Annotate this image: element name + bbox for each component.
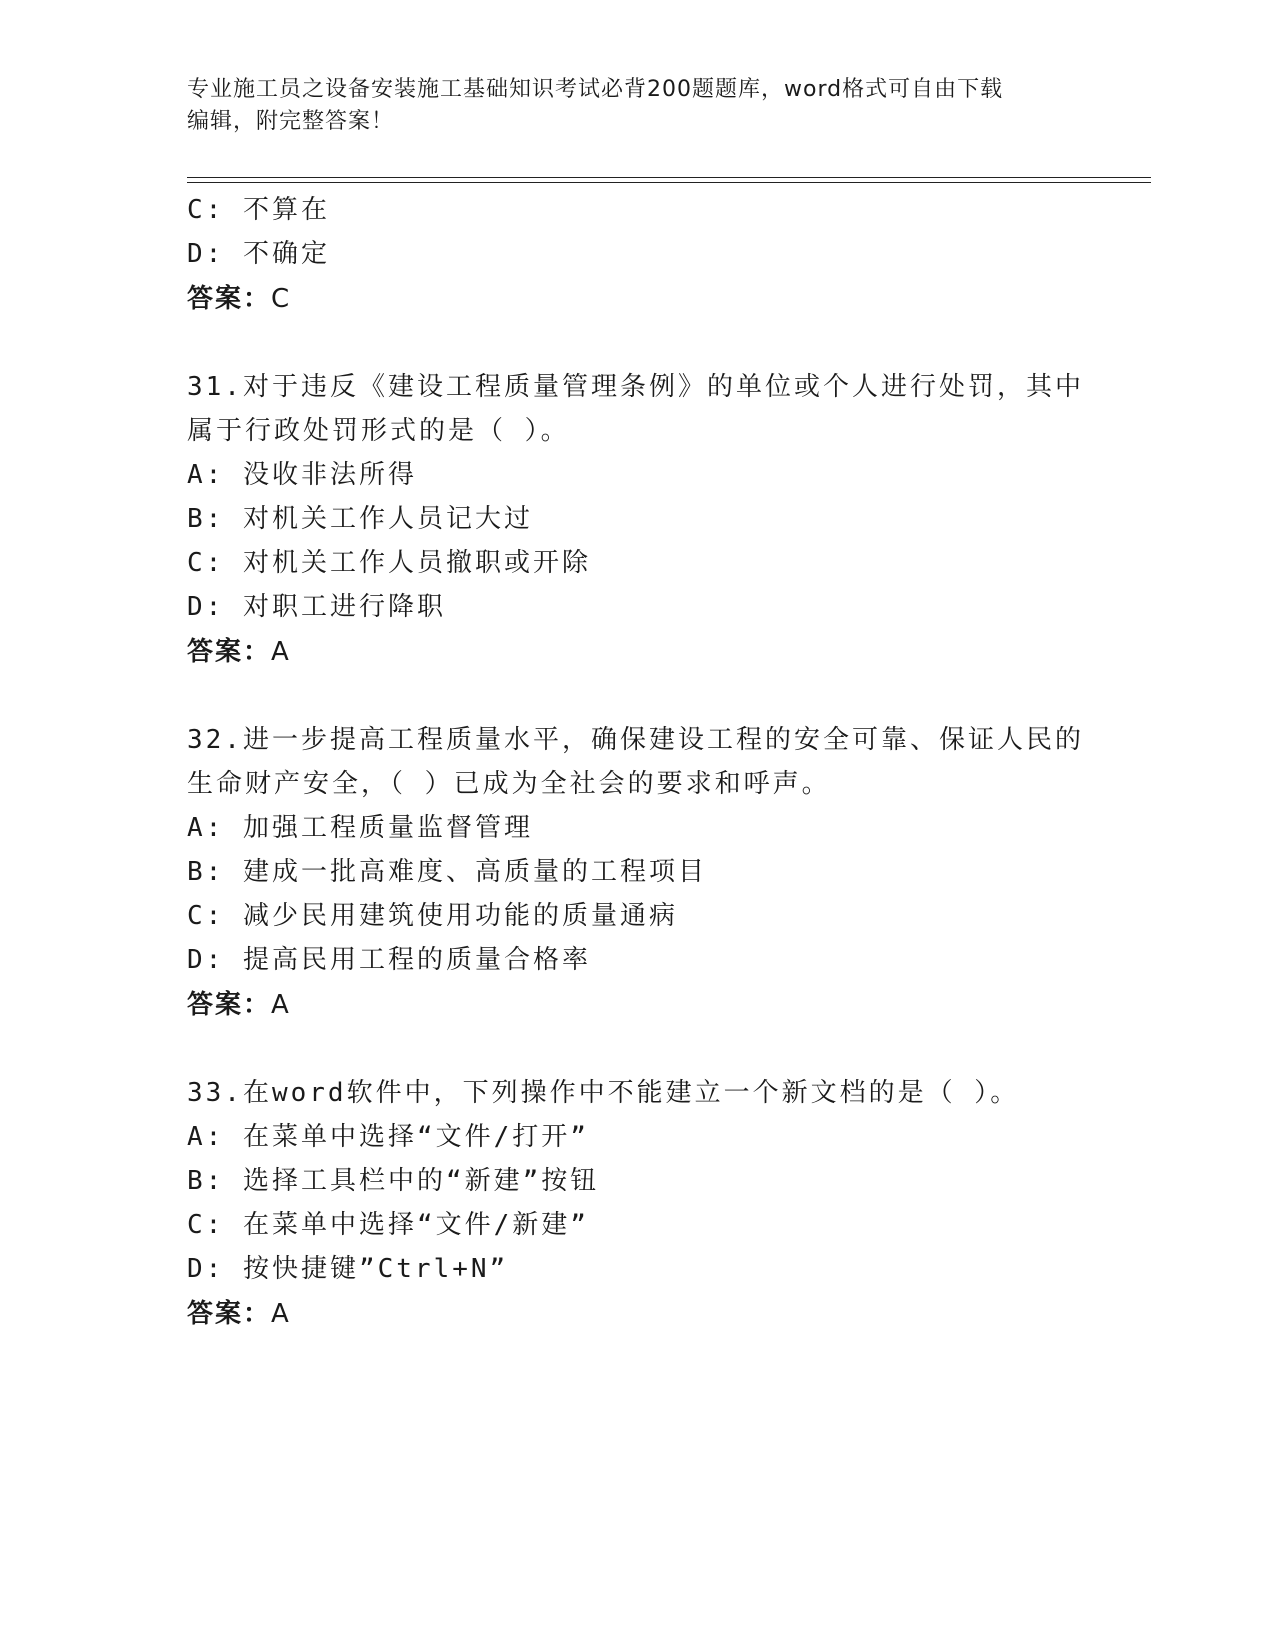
q32-option-b: B: 建成一批高难度、高质量的工程项目 <box>187 857 707 887</box>
q33-option-b: B: 选择工具栏中的“新建”按钮 <box>187 1166 600 1196</box>
q33-option-d: D: 按快捷键”Ctrl+N” <box>187 1254 509 1284</box>
prev-option-c: C: 不算在 <box>187 195 330 225</box>
q31-stem-line-1: 31.对于违反《建设工程质量管理条例》的单位或个人进行处罚，其中 <box>187 372 1084 402</box>
q32-option-a: A: 加强工程质量监督管理 <box>187 813 533 843</box>
q32-stem-line-2: 生命财产安全，（ ）已成为全社会的要求和呼声。 <box>187 769 831 799</box>
q32-answer <box>187 985 1107 1025</box>
q32-option-c: C: 减少民用建筑使用功能的质量通病 <box>187 901 678 931</box>
answer-value: A <box>271 1299 290 1329</box>
q31-stem-line-2: 属于行政处罚形式的是（ ）。 <box>187 416 570 446</box>
q31-option-d: D: 对职工进行降职 <box>187 592 446 622</box>
q31-option-c: C: 对机关工作人员撤职或开除 <box>187 548 591 578</box>
q32-option-d: D: 提高民用工程的质量合格率 <box>187 945 591 975</box>
header-line-2: 编辑，附完整答案！ <box>187 109 395 134</box>
q33-option-a: A: 在菜单中选择“文件/打开” <box>187 1122 589 1152</box>
q32-stem-line-1: 32.进一步提高工程质量水平，确保建设工程的安全可靠、保证人民的 <box>187 725 1084 755</box>
prev-answer <box>187 279 1107 319</box>
q33-option-c: C: 在菜单中选择“文件/新建” <box>187 1210 589 1240</box>
prev-option-d: D: 不确定 <box>187 239 330 269</box>
answer-label: 答案： <box>187 1299 272 1329</box>
answer-value: C <box>271 284 291 314</box>
q33-stem-line-1: 33.在word软件中，下列操作中不能建立一个新文档的是（ ）。 <box>187 1078 1020 1108</box>
document-header <box>187 74 1087 138</box>
q31-option-a: A: 没收非法所得 <box>187 460 417 490</box>
q33-answer <box>187 1294 1107 1334</box>
answer-value: A <box>271 637 290 667</box>
q31-option-b: B: 对机关工作人员记大过 <box>187 504 533 534</box>
header-line-1: 专业施工员之设备安装施工基础知识考试必背200题题库，word格式可自由下载 <box>187 77 1004 102</box>
answer-label: 答案： <box>187 637 272 667</box>
q31-answer <box>187 632 1107 672</box>
header-divider-top <box>187 177 1151 178</box>
answer-value: A <box>271 990 290 1020</box>
answer-label: 答案： <box>187 990 272 1020</box>
answer-label: 答案： <box>187 284 272 314</box>
header-divider-bottom <box>187 182 1151 183</box>
